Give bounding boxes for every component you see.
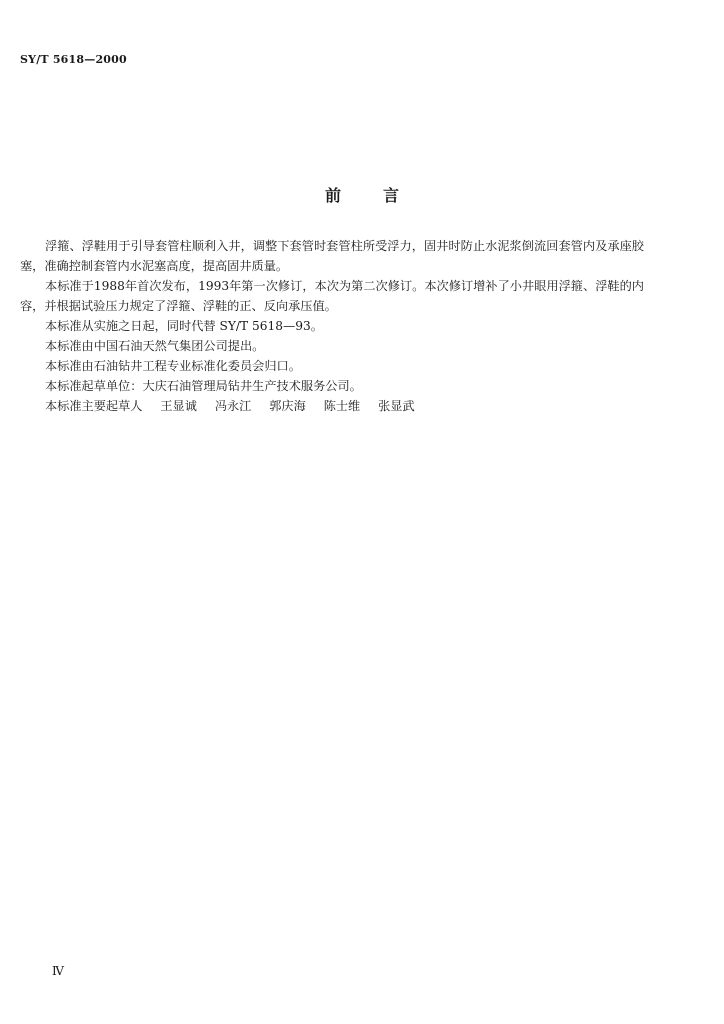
page-number: Ⅳ bbox=[52, 964, 64, 978]
drafter-name: 张显武 bbox=[378, 399, 415, 413]
drafter-name: 冯永江 bbox=[214, 399, 252, 413]
paragraph-purpose: 浮箍、浮鞋用于引导套管柱顺利入井，调整下套管时套管柱所受浮力，固井时防止水泥浆倒流回套管内及承座胶塞，准确控制套管内水泥塞高度，提高固井质量。 bbox=[20, 239, 644, 273]
drafters-label: 本标准主要起草人 bbox=[45, 399, 143, 413]
paragraph-proposer: 本标准由中国石油天然气集团公司提出。 bbox=[45, 339, 265, 353]
title-char-1: 前 bbox=[324, 186, 341, 205]
foreword-body bbox=[20, 236, 644, 416]
paragraph-drafters bbox=[20, 396, 644, 416]
paragraph-drafting-unit: 本标准起草单位：大庆石油管理局钻井生产技术服务公司。 bbox=[45, 379, 362, 393]
paragraph-history: 本标准于1988年首次发布，1993年第一次修订，本次为第二次修订。本次修订增补了小井眼用浮箍、浮鞋的内容，并根据试验压力规定了浮箍、浮鞋的正、反向承压值。 bbox=[20, 279, 644, 313]
paragraph-centralizer: 本标准由石油钻井工程专业标准化委员会归口。 bbox=[45, 359, 301, 373]
drafter-name: 王显诚 bbox=[160, 399, 197, 413]
standard-code-header: SY/T 5618—2000 bbox=[20, 53, 127, 66]
page-title bbox=[0, 183, 724, 206]
title-char-2: 言 bbox=[383, 186, 400, 205]
drafter-name: 陈士维 bbox=[323, 399, 361, 413]
drafter-name: 郭庆海 bbox=[269, 399, 306, 413]
paragraph-replacement: 本标准从实施之日起，同时代替 SY/T 5618—93。 bbox=[45, 319, 323, 333]
